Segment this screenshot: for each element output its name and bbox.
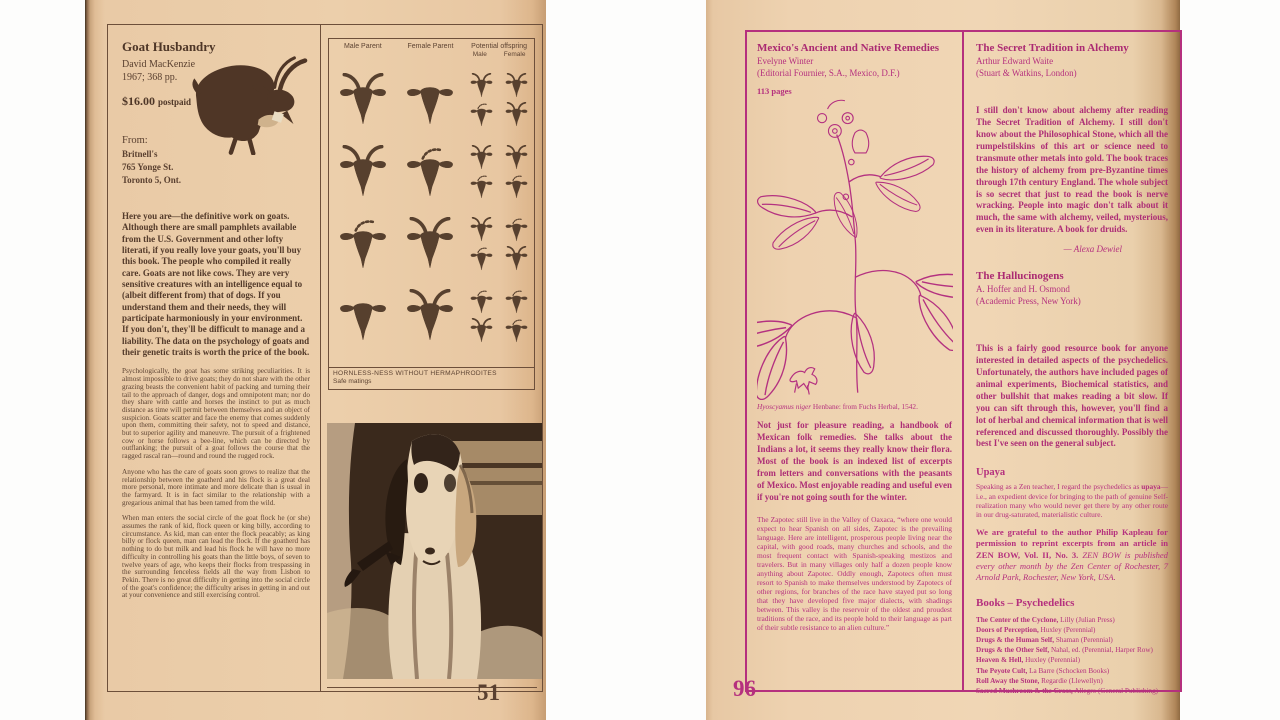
upaya-text: Speaking as a Zen teacher, I regard the psychedelics as xyxy=(976,482,1142,492)
book-list-name: Sacred Mushroom & the Cross, xyxy=(976,686,1073,695)
goat-head-dotted-icon xyxy=(504,318,529,345)
page-left-frame xyxy=(107,24,543,692)
goat-head-horned-icon xyxy=(504,73,529,100)
book-list-detail: Regardie (Llewellyn) xyxy=(1039,676,1103,685)
book-list-name: The Center of the Cyclone, xyxy=(976,616,1059,625)
book-list-name: Roll Away the Stone, xyxy=(976,676,1040,685)
book-publisher: (Editorial Fournier, S.A., Mexico, D.F.) xyxy=(757,67,900,78)
section-hallucinogens xyxy=(976,270,1168,450)
goat-head-polled-icon xyxy=(337,289,389,346)
goat-head-dotted-icon xyxy=(469,174,494,201)
mating-row xyxy=(329,65,534,137)
price-value: $16.00 xyxy=(122,94,155,108)
book-list-item xyxy=(976,655,1168,665)
review-paragraph-lead: Here you are—the definitive work on goats. Although there are small pamphlets available from the U.S. Government and other lofty literati, if you really love your goats, you'll buy this book. The people who compiled it really care. Goats are not like cows. They are very sensitive creatures with an intelligence equal to (albeit different from) that of dogs. If you understand them and their needs, they will participate harmoniously in your environment. If you don't, they'll be difficult to manage and a liability. The data on the psychology of goats and their genetic traits is worth the price of the book. xyxy=(122,211,310,358)
goat-head-horned-icon xyxy=(504,246,529,273)
book-list-detail: Shaman (Perennial) xyxy=(1054,636,1113,645)
book-pub-info: 1967; 368 pp. xyxy=(122,72,178,83)
book-list-name: Heaven & Hell, xyxy=(976,656,1024,665)
supplier-line: 765 Yonge St. xyxy=(122,162,174,173)
section-alchemy xyxy=(976,42,1168,254)
diagram-caption-line1: HORNLESS-NESS WITHOUT HERMAPHRODITES xyxy=(333,369,497,377)
goat-head-horned-icon xyxy=(469,217,494,244)
book-list-item xyxy=(976,676,1168,686)
book-list-item xyxy=(976,615,1168,625)
diagram-caption-line2: Safe matings xyxy=(333,377,372,385)
book-list-item xyxy=(976,666,1168,676)
review-paragraph: When man enters the social circle of the goat flock he (or she) assumes the rank of kid, flock queen or king billy, according to circumstance. As kid, man can enter the flock peacably; as king billy or flock queen, man can lead the flock. If the goatherd has nothing to do but milk and lead his flock he will have no more difficulty in controlling his goats than the little boys, of seven to twelve years of age, who keeps their flocks from trespassing in the surrounding fenceless fields all the way from Lisbon to Pekin. There is no great difficulty in getting into the social circle of the goat's confidence; the difficulty arises in getting in and out at your convenience and still exercising control. xyxy=(122,514,310,600)
goat-head-horned-icon xyxy=(469,145,494,172)
books-list-title: Books – Psychedelics xyxy=(976,597,1075,610)
book-author: Evelyne Winter xyxy=(757,56,814,66)
goat-head-dotted-icon xyxy=(469,246,494,273)
diagram-headers xyxy=(329,39,534,65)
book-list-name: Drugs & the Human Self, xyxy=(976,636,1055,645)
diagram-caption xyxy=(329,367,534,389)
goat-head-horned-icon xyxy=(337,145,389,202)
book-publisher: (Stuart & Watkins, London) xyxy=(976,67,1077,78)
upaya-term: upaya xyxy=(1141,482,1161,492)
book-title: The Secret Tradition in Alchemy xyxy=(976,42,1129,54)
photo-underline xyxy=(327,687,537,688)
book-list-detail: Nahal, ed. (Perennial, Harper Row) xyxy=(1049,646,1153,655)
goat-head-dotted-icon xyxy=(404,145,456,202)
from-label: From: xyxy=(122,135,148,146)
book-list-detail: Huxley (Perennial) xyxy=(1023,656,1080,665)
goat-review-column xyxy=(108,25,320,691)
book-author: David MacKenzie xyxy=(122,59,196,70)
book-author: A. Hoffer and H. Osmond xyxy=(976,284,1070,294)
mating-row xyxy=(329,137,534,209)
mating-diagram xyxy=(328,38,535,390)
book-list-detail: La Barre (Schocken Books) xyxy=(1027,666,1110,675)
supplier-line: Britnell's xyxy=(122,149,158,159)
upaya-paragraph xyxy=(976,482,1168,519)
goat-head-horned-icon xyxy=(469,318,494,345)
header-offspring xyxy=(464,43,534,65)
header-male-parent: Male Parent xyxy=(343,43,382,50)
page-number-left: 51 xyxy=(477,680,500,705)
page-number-right: 96 xyxy=(733,676,756,701)
goat-head-horned-icon xyxy=(469,73,494,100)
page-left xyxy=(85,0,546,720)
book-title: Mexico's Ancient and Native Remedies xyxy=(757,42,940,54)
goat-head-dotted-icon xyxy=(337,217,389,274)
goat-head-horned-icon xyxy=(504,145,529,172)
review-paragraph: Psychologically, the goat has some striking peculiarities. It is almost impossible to drive goats; they do not share with the other grazing beasts the convenient habit of packing and turning their tail to the approach of danger, dogs and omnipotent man; nor do they share with cattle and horses the instinct to put as much distance as time will permit between themselves and an object of suspicion. Goats scatter and face the enemy that comes suddenly upon them, committing their safety, not to speed and distance, but to superior agility and maneuvre. The pursuit of a frightened cow or horse follows a bee-line, which can be directed by outflanking; the pursuit of a goat follows the course that the ragged rascal ran—round and round the rugged rock. xyxy=(122,367,310,461)
mating-row xyxy=(329,281,534,353)
review-text: I still don't know about alchemy after reading The Secret Tradition of Alchemy. I still don't know about the Philosophical Stone, which all the rumpelstilskins of this art or science need to transmute other metals into gold. The book traces the history of alchemy from pre-Byzantine times through 17th century England. The whole subject is so secret that just to read the book is nerve wracking. People into magic don't talk about it much, the same with alchemy, veiled, mysterious, even in its literature. A book for druids. xyxy=(976,105,1168,235)
credit-italic: ZEN BOW is published every other month by the Zen Center of Rochester, 7 Arnold Park, Rochester, New York, USA. xyxy=(976,549,1168,582)
book-pages: 113 pages xyxy=(757,86,792,97)
credit-bold: We are grateful to the author Philip Kapleau for permission to reprint excerpts from an article in ZEN BOW, Vol. II, No. 3. xyxy=(976,527,1168,560)
goat-head-horned-icon xyxy=(404,289,456,346)
book-list-name: Doors of Perception, xyxy=(976,626,1039,635)
header-offspring-male: Male xyxy=(472,51,487,59)
species-name: Hyoscyamus niger xyxy=(757,402,812,412)
upaya-text: —i.e., an expedient device for bringing to the path of genuine Self-realization many who would never get there by any other route in our drug-saturated, materialistic culture. xyxy=(976,482,1168,519)
goat-head-dotted-icon xyxy=(469,289,494,316)
review-text: Not just for pleasure reading, a handbook of Mexican folk remedies. She talks about the Indians a lot, it seems they really know their flora. Most of the book is an indexed list of excerpts from letters and conversations with the peasants of Mexico. Most enjoyable reading and useful even if you're not going south for the winter. xyxy=(757,420,952,502)
page-right xyxy=(706,0,1180,720)
header-offspring-label: Potential offspring xyxy=(471,43,528,50)
book-list-item xyxy=(976,686,1168,696)
henbane-illustration xyxy=(757,98,953,400)
book-list-detail: Lilly (Julian Press) xyxy=(1058,616,1115,625)
upaya-credit xyxy=(976,527,1168,583)
book-author: Arthur Edward Waite xyxy=(976,56,1054,66)
goat-diagram-column xyxy=(321,25,542,691)
caption-rest: Henbane: from Fuchs Herbal, 1542. xyxy=(811,402,918,412)
goat-head-dotted-icon xyxy=(504,289,529,316)
mating-row xyxy=(329,209,534,281)
goat-head-dotted-icon xyxy=(504,217,529,244)
remedies-column xyxy=(747,32,962,690)
supplier-line: Toronto 5, Ont. xyxy=(122,175,182,186)
goat-head-horned-icon xyxy=(337,73,389,130)
book-title: The Hallucinogens xyxy=(976,270,1064,282)
section-title: Upaya xyxy=(976,467,1006,479)
goat-head-dotted-icon xyxy=(469,102,494,129)
book-list-name: The Peyote Cult, xyxy=(976,666,1028,675)
book-title: Goat Husbandry xyxy=(122,39,216,54)
goat-head-polled-icon xyxy=(404,73,456,130)
book-list-item xyxy=(976,645,1168,655)
reviewer-signature: — Alexa Dewiel xyxy=(1063,244,1122,254)
header-female-parent: Female Parent xyxy=(407,43,454,50)
price-note: postpaid xyxy=(158,97,192,107)
illustration-caption xyxy=(757,402,952,411)
goat-head-horned-icon xyxy=(404,217,456,274)
header-offspring-female: Female xyxy=(503,51,526,59)
section-upaya xyxy=(976,467,1168,583)
book-list-name: Drugs & the Other Self, xyxy=(976,646,1050,655)
review-paragraph: Anyone who has the care of goats soon grows to realize that the relationship between the goatherd and his flock is a great deal more personal, more intimate and more delicate than is usual in the farmyard. It is in fact similar to the relationship with a gregarious animal that has been tamed from the wild. xyxy=(122,467,310,507)
section-books xyxy=(976,597,1168,696)
goat-head-horned-icon xyxy=(504,102,529,129)
excerpt-text: The Zapotec still live in the Valley of Oaxaca, “where one would expect to hear Spanish on all sides, Zapotec is the prevailing language. Here are intelligent, prosperous people living near the capital, with good roads, many churches and schools, and the most frequent contact with Spanish-speaking mestizos and travelers. But in many villages only half a dozen people know anything about Zapotec. Oddly enough, Zapotecs often must resort to Spanish to make themselves understood by Zapotecs of other regions, for branches of the race have stayed put so long that they have developed five major dialects, with shadings between. This valley is the reservoir of the oldest and proudest traditions of the race, and its people hold to their language as part of their subtle resistance to an alien culture.” xyxy=(757,514,952,632)
book-list-detail: Huxley (Perennial) xyxy=(1038,626,1096,635)
book-list-item xyxy=(976,635,1168,645)
psychedelics-column xyxy=(964,32,1180,695)
book-list-detail: Allegro (General Publishing) xyxy=(1072,686,1159,695)
book-publisher: (Academic Press, New York) xyxy=(976,295,1081,306)
page-right-frame xyxy=(745,30,1182,695)
goat-drawing-icon xyxy=(180,51,314,155)
book-list-item xyxy=(976,625,1168,635)
review-text: This is a fairly good resource book for anyone interested in detailed aspects of the psychedelics. Unfortunately, the authors have included pages of animal experiments, Biochemical statistics, and other bullshit that makes reading a bit slow. If you can sift through this, however, you'll find a lot of herbal and chemical information that is well referenced and discussed thoroughly. Possibly the best I've seen on the general subject. xyxy=(976,343,1168,449)
goat-head-dotted-icon xyxy=(504,174,529,201)
goat-photo xyxy=(327,423,542,679)
